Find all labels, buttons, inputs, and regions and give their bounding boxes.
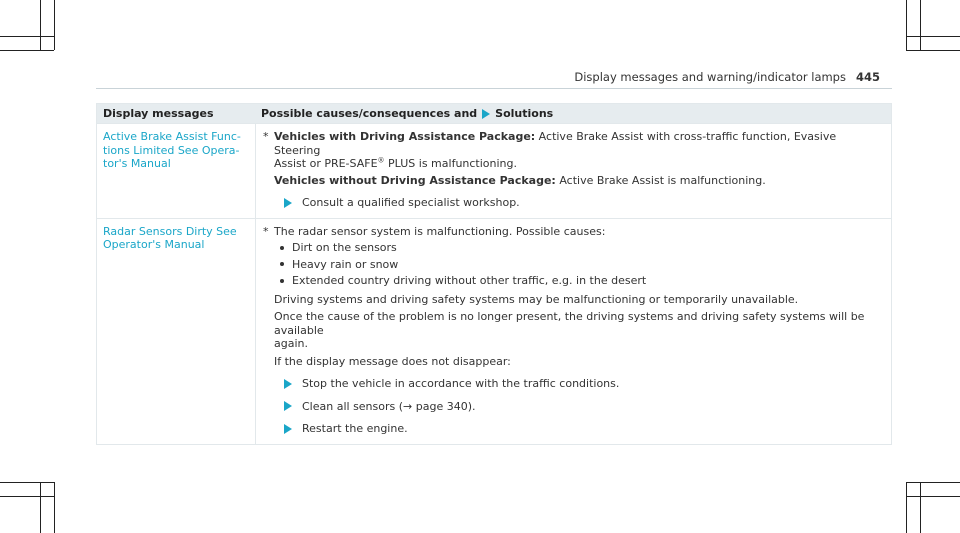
table-row [97, 218, 891, 444]
crop-mark [54, 0, 55, 50]
header-rule [96, 88, 892, 89]
list-item: Heavy rain or snow [280, 258, 885, 272]
crop-mark [0, 50, 54, 51]
page-number: 445 [855, 70, 880, 84]
crop-mark [0, 482, 54, 483]
display-message: Radar Sensors Dirty See Operator's Manual [103, 224, 237, 251]
footnote-star: * [263, 224, 269, 238]
col-causes-solutions: Possible causes/consequences and Solutions [261, 107, 554, 120]
running-header [574, 70, 880, 84]
crop-mark [0, 496, 54, 497]
crop-mark [40, 0, 41, 50]
table-row [97, 123, 891, 218]
causes-solutions: * The radar sensor system is malfunctioning. Possible causes: Dirt on the sensors Heavy rain or snow Extended country driving without other traffic, e.g. in the desert Driving systems and driving safety systems may be malfunctioning or temporarily unavailable. Once the cause of the problem is no longer present, the driving systems and driving safety systems will be available again. If the display message does not disappear: Stop the vehicle in accordance with the traffic conditions. Clean all sensors (→ page 340). Restart the engine. [255, 219, 891, 444]
list-item: Dirt on the sensors [280, 241, 885, 255]
registered-mark: ® [377, 156, 385, 165]
footnote-star: * [263, 130, 269, 143]
crop-mark [906, 0, 907, 50]
crop-mark [906, 36, 960, 37]
crop-mark [906, 50, 960, 51]
crop-mark [920, 482, 921, 533]
solution-step: Restart the engine. [274, 422, 885, 436]
arrow-icon [284, 401, 292, 411]
col-display-messages: Display messages [103, 107, 214, 120]
arrow-icon [284, 424, 292, 434]
causes-solutions: * Vehicles with Driving Assistance Package: Active Brake Assist with cross-traffic function, Evasive Steering Assist or PRE-SAFE® PLUS is malfunctioning. Vehicles without Driving Assistance Package: Active Brake Assist is malfunctioning. Consult a qualified specialist workshop. [255, 124, 891, 218]
display-messages-table [96, 103, 892, 445]
arrow-icon [284, 198, 292, 208]
crop-mark [906, 496, 960, 497]
crop-mark [0, 36, 54, 37]
crop-mark [920, 0, 921, 50]
crop-mark [54, 482, 55, 533]
table-header [97, 104, 891, 123]
arrow-icon [284, 379, 292, 389]
solution-step: Stop the vehicle in accordance with the traffic conditions. [274, 377, 885, 391]
header-title: Display messages and warning/indicator lamps [574, 70, 846, 84]
crop-mark [40, 482, 41, 533]
solution-step: Consult a qualified specialist workshop. [274, 196, 885, 210]
crop-mark [906, 482, 960, 483]
arrow-icon [482, 109, 490, 119]
list-item: Extended country driving without other traffic, e.g. in the desert [280, 274, 885, 288]
solution-step: Clean all sensors (→ page 340). [274, 400, 885, 414]
crop-mark [906, 482, 907, 533]
display-message: Active Brake Assist Func- tions Limited See Opera- tor's Manual [103, 130, 241, 170]
